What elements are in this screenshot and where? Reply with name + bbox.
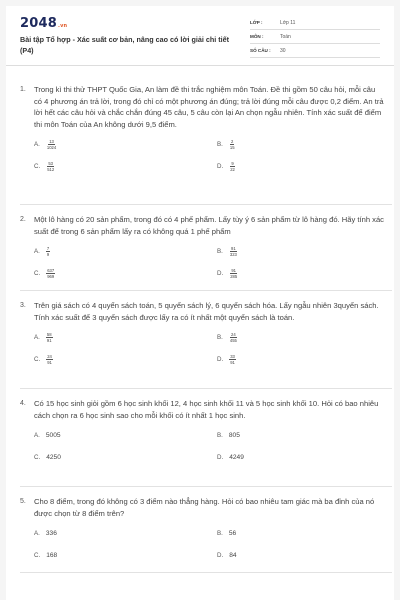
meta-key: MÔN : bbox=[250, 34, 264, 39]
document-title: Bài tập Tổ hợp - Xác suất cơ bản, nâng cao có lời giải chi tiết (P4) bbox=[20, 35, 230, 55]
question-text: Trong kì thi thử THPT Quốc Gia, An làm đề thi trắc nghiệm môn Toán. Đề thi gồm 50 câu hỏi, mỗi câu có 4 phương án trả lời, trong đó chỉ có một phương án đúng; trả lời đúng mỗi câu được 0,2 điểm. An trả lời hết các câu hỏi và chắc chắn đúng 45 câu, 5 câu còn lại An chọn ngẫu nhiên. Tính xác suất để điểm thi môn Toán của An không dưới 9,5 điểm. bbox=[34, 85, 384, 129]
option-b[interactable]: B. 805 bbox=[217, 431, 240, 439]
divider bbox=[20, 572, 392, 573]
question-text: Một lô hàng có 20 sản phẩm, trong đó có 4 phế phẩm. Lấy tùy ý 6 sản phẩm từ lô hàng đó. Hãy tính xác suất để trong 6 sản phẩm lấy ra có không quá 1 phế phẩm bbox=[34, 215, 384, 236]
option-a[interactable]: A. $\frac{7}{9}$ bbox=[34, 245, 50, 257]
fraction: $\frac{91}{285}$ bbox=[230, 267, 238, 279]
option-b[interactable]: B. $\frac{2}{15}$ bbox=[217, 138, 235, 150]
option-c[interactable]: C. 168 bbox=[34, 551, 58, 559]
option-c[interactable]: C. $\frac{24}{91}$ bbox=[34, 353, 52, 365]
fraction: $\frac{24}{455}$ bbox=[229, 331, 237, 343]
question-text: Có 15 học sinh giỏi gồm 6 học sinh khối 12, 4 học sinh khối 11 và 5 học sinh khối 10. Hỏi có bao nhiêu cách chọn ra 6 học sinh sao cho mỗi khối có ít nhất 1 học sinh. bbox=[34, 399, 379, 420]
question-2 bbox=[20, 214, 390, 289]
meta-row-subject bbox=[250, 30, 380, 44]
question-text: Cho 8 điểm, trong đó không có 3 điểm nào thẳng hàng. Hỏi có bao nhiêu tam giác mà ba đỉnh của nó được chọn từ 8 điểm trên? bbox=[34, 497, 375, 518]
meta-row-class bbox=[250, 16, 380, 30]
document-page bbox=[6, 6, 394, 600]
meta-value: Toán bbox=[280, 33, 291, 40]
answer-options bbox=[20, 427, 390, 473]
divider bbox=[20, 204, 392, 205]
option-b[interactable]: B. $\frac{24}{455}$ bbox=[217, 331, 237, 343]
fraction: $\frac{9}{22}$ bbox=[230, 160, 235, 172]
fraction: $\frac{2}{15}$ bbox=[229, 138, 235, 150]
question-number: 4. bbox=[20, 400, 26, 407]
question-number: 2. bbox=[20, 216, 26, 223]
meta-key: SỐ CÂU : bbox=[250, 48, 271, 53]
question-number: 3. bbox=[20, 302, 26, 309]
meta-key: LỚP : bbox=[250, 20, 263, 25]
fraction: $\frac{33}{91}$ bbox=[230, 353, 235, 365]
question-text: Trên giá sách có 4 quyển sách toán, 5 quyển sách lý, 6 quyển sách hóa. Lấy ngẫu nhiên 3quyển sách. Tính xác suất để 3 quyển sách được lấy ra có ít nhất một quyển sách là toán. bbox=[34, 301, 379, 322]
answer-options bbox=[20, 243, 390, 289]
fraction: $\frac{24}{91}$ bbox=[47, 353, 52, 365]
fraction: $\frac{7}{9}$ bbox=[46, 245, 50, 257]
option-a[interactable]: A. 5005 bbox=[34, 431, 61, 439]
page-header bbox=[6, 6, 394, 66]
option-d[interactable]: D. $\frac{9}{22}$ bbox=[217, 160, 235, 172]
meta-row-count bbox=[250, 44, 380, 58]
fraction: $\frac{91}{323}$ bbox=[229, 245, 237, 257]
divider bbox=[20, 486, 392, 487]
divider bbox=[20, 290, 392, 291]
answer-options bbox=[20, 136, 390, 182]
option-a[interactable]: A. 336 bbox=[34, 529, 57, 537]
fraction: $\frac{13}{1024}$ bbox=[46, 138, 57, 150]
question-number: 1. bbox=[20, 86, 26, 93]
site-logo[interactable]: 2048.vn bbox=[20, 16, 68, 31]
question-5 bbox=[20, 496, 390, 571]
option-d[interactable]: D. 84 bbox=[217, 551, 237, 559]
option-a[interactable]: A. $\frac{13}{1024}$ bbox=[34, 138, 57, 150]
option-b[interactable]: B. $\frac{91}{323}$ bbox=[217, 245, 237, 257]
answer-options bbox=[20, 329, 390, 375]
option-c[interactable]: C. 4250 bbox=[34, 453, 61, 461]
fraction: $\frac{58}{91}$ bbox=[46, 331, 52, 343]
option-b[interactable]: B. 56 bbox=[217, 529, 237, 537]
answer-options bbox=[20, 525, 390, 571]
option-c[interactable]: C. $\frac{53}{512}$ bbox=[34, 160, 55, 172]
meta-table bbox=[250, 16, 380, 58]
option-d[interactable]: D. $\frac{33}{91}$ bbox=[217, 353, 235, 365]
question-3 bbox=[20, 300, 390, 375]
option-c[interactable]: C. $\frac{637}{969}$ bbox=[34, 267, 55, 279]
divider bbox=[20, 388, 392, 389]
meta-value: 30 bbox=[280, 47, 286, 54]
fraction: $\frac{637}{969}$ bbox=[47, 267, 55, 279]
question-1 bbox=[20, 84, 390, 182]
option-d[interactable]: D. $\frac{91}{285}$ bbox=[217, 267, 238, 279]
meta-value: Lớp 11 bbox=[280, 19, 296, 26]
option-a[interactable]: A. $\frac{58}{91}$ bbox=[34, 331, 52, 343]
option-d[interactable]: D. 4249 bbox=[217, 453, 244, 461]
question-4 bbox=[20, 398, 390, 473]
fraction: $\frac{53}{512}$ bbox=[47, 160, 55, 172]
question-number: 5. bbox=[20, 498, 26, 505]
